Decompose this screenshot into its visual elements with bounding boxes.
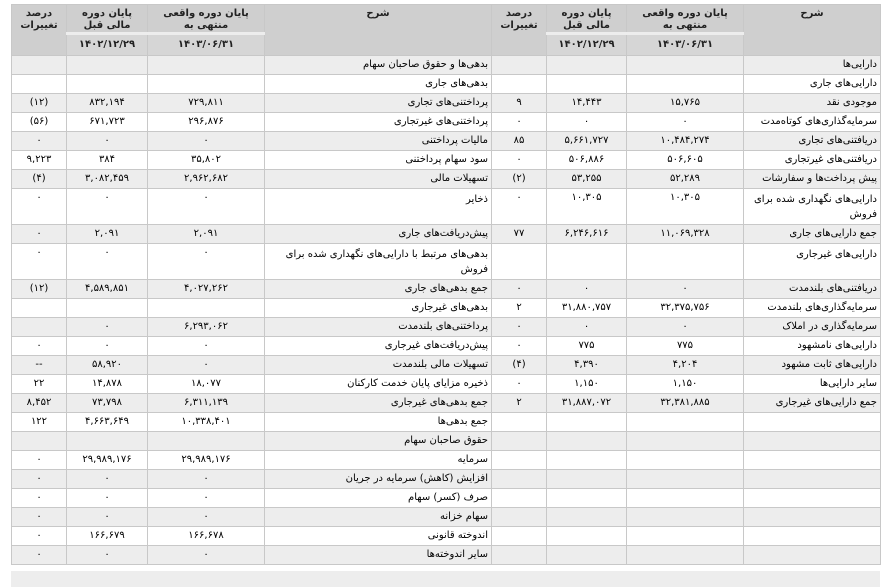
- asset-description: دریافتنی‌های تجاری: [744, 132, 881, 151]
- table-row: [12, 151, 881, 170]
- liability-current-value: ۱۸,۰۷۷: [148, 375, 265, 394]
- asset-change-percent: ۲: [492, 299, 547, 318]
- asset-change-percent: [492, 451, 547, 470]
- asset-change-percent: (۴): [492, 356, 547, 375]
- liability-change-percent: ۹,۲۲۳: [12, 151, 67, 170]
- table-row: [12, 470, 881, 489]
- asset-description: [744, 546, 881, 565]
- asset-description: [744, 508, 881, 527]
- asset-previous-value: ۵,۶۶۱,۷۲۷: [547, 132, 627, 151]
- liability-previous-value: ۸۳۲,۱۹۴: [67, 94, 148, 113]
- liability-previous-value: ۰: [67, 318, 148, 337]
- asset-previous-value: ۱۰,۳۰۵: [547, 189, 627, 225]
- asset-current-value: ۵۰۶,۶۰۵: [627, 151, 744, 170]
- table-row: [12, 394, 881, 413]
- asset-previous-value: [547, 451, 627, 470]
- asset-previous-value: ۳۱,۸۸۷,۰۷۲: [547, 394, 627, 413]
- liability-previous-value: [67, 299, 148, 318]
- asset-current-value: ۳۲,۳۷۵,۷۵۶: [627, 299, 744, 318]
- asset-change-percent: (۲): [492, 170, 547, 189]
- asset-current-value: ۰: [627, 113, 744, 132]
- asset-previous-value: ۵۰۶,۸۸۶: [547, 151, 627, 170]
- asset-previous-value: ۱,۱۵۰: [547, 375, 627, 394]
- asset-change-percent: ۲: [492, 394, 547, 413]
- table-row: [12, 280, 881, 299]
- asset-current-value: [627, 508, 744, 527]
- asset-description: دارایی‌های نگهداری شده برای فروش: [744, 189, 881, 225]
- liability-change-percent: ۰: [12, 546, 67, 565]
- table-row: [12, 94, 881, 113]
- liability-change-percent: [12, 56, 67, 75]
- liability-previous-value: ۳,۰۸۲,۴۵۹: [67, 170, 148, 189]
- asset-current-value: ۷۷۵: [627, 337, 744, 356]
- table-row: [12, 299, 881, 318]
- asset-current-value: ۱۰,۴۸۴,۲۷۴: [627, 132, 744, 151]
- asset-current-value: ۱۵,۷۶۵: [627, 94, 744, 113]
- liability-change-percent: [12, 318, 67, 337]
- asset-current-value: ۱,۱۵۰: [627, 375, 744, 394]
- table-row: [12, 318, 881, 337]
- assets-current-date: ۱۴۰۳/۰۶/۳۱: [627, 34, 744, 56]
- asset-change-percent: [492, 546, 547, 565]
- liability-previous-value: ۲,۰۹۱: [67, 225, 148, 244]
- liability-previous-value: ۴,۶۶۳,۶۴۹: [67, 413, 148, 432]
- table-row: [12, 546, 881, 565]
- asset-previous-value: [547, 546, 627, 565]
- table-row: [12, 356, 881, 375]
- liability-description: بدهی‌های غیرجاری: [265, 299, 492, 318]
- liability-change-percent: ۸,۴۵۲: [12, 394, 67, 413]
- asset-change-percent: [492, 489, 547, 508]
- asset-current-value: ۳۲,۳۸۱,۸۸۵: [627, 394, 744, 413]
- assets-description-header: شرح: [744, 5, 881, 56]
- asset-current-value: [627, 432, 744, 451]
- liability-description: جمع بدهی‌ها: [265, 413, 492, 432]
- asset-change-percent: ۸۵: [492, 132, 547, 151]
- asset-change-percent: [492, 75, 547, 94]
- asset-previous-value: [547, 413, 627, 432]
- liability-change-percent: --: [12, 356, 67, 375]
- liability-current-value: [148, 432, 265, 451]
- liability-current-value: ۰: [148, 489, 265, 508]
- liability-previous-value: ۴,۵۸۹,۸۵۱: [67, 280, 148, 299]
- liability-change-percent: ۱۲۲: [12, 413, 67, 432]
- liability-current-value: ۰: [148, 244, 265, 280]
- liability-previous-value: ۰: [67, 470, 148, 489]
- asset-description: دریافتنی‌های بلندمدت: [744, 280, 881, 299]
- liability-change-percent: (۱۲): [12, 94, 67, 113]
- liability-previous-value: [67, 75, 148, 94]
- liability-change-percent: [12, 75, 67, 94]
- assets-current-period-header: پایان دوره واقعی منتهی به: [627, 5, 744, 34]
- asset-previous-value: [547, 56, 627, 75]
- asset-current-value: ۱۰,۳۰۵: [627, 189, 744, 225]
- liability-previous-value: ۰: [67, 132, 148, 151]
- liability-current-value: [148, 299, 265, 318]
- liability-change-percent: ۰: [12, 451, 67, 470]
- table-row: [12, 508, 881, 527]
- asset-description: دارایی‌های ثابت مشهود: [744, 356, 881, 375]
- liability-change-percent: ۰: [12, 225, 67, 244]
- liability-description: بدهی‌های مرتبط با دارایی‌های نگهداری شده برای فروش: [265, 244, 492, 280]
- liability-current-value: ۶,۳۱۱,۱۳۹: [148, 394, 265, 413]
- liability-previous-value: ۰: [67, 244, 148, 280]
- asset-current-value: [627, 244, 744, 280]
- liability-current-value: ۲۹۶,۸۷۶: [148, 113, 265, 132]
- liability-description: بدهی‌های جاری: [265, 75, 492, 94]
- liability-previous-value: ۱۶۶,۶۷۹: [67, 527, 148, 546]
- asset-previous-value: ۱۴,۴۴۳: [547, 94, 627, 113]
- asset-description: دریافتنی‌های غیرتجاری: [744, 151, 881, 170]
- liability-current-value: ۲,۹۶۲,۶۸۲: [148, 170, 265, 189]
- liability-previous-value: [67, 56, 148, 75]
- liability-description: اندوخته قانونی: [265, 527, 492, 546]
- asset-description: جمع دارایی‌های غیرجاری: [744, 394, 881, 413]
- asset-description: سرمایه‌گذاری در املاک: [744, 318, 881, 337]
- liability-change-percent: (۵۶): [12, 113, 67, 132]
- table-row: [12, 56, 881, 75]
- liability-previous-value: ۷۳,۷۹۸: [67, 394, 148, 413]
- liability-previous-value: ۰: [67, 489, 148, 508]
- liability-description: صرف (کسر) سهام: [265, 489, 492, 508]
- asset-previous-value: [547, 489, 627, 508]
- asset-previous-value: ۴,۳۹۰: [547, 356, 627, 375]
- liability-previous-value: ۳۸۴: [67, 151, 148, 170]
- liability-change-percent: ۰: [12, 132, 67, 151]
- asset-previous-value: ۶,۲۴۶,۶۱۶: [547, 225, 627, 244]
- liability-description: پیش‌دریافت‌های جاری: [265, 225, 492, 244]
- liabilities-current-date: ۱۴۰۳/۰۶/۳۱: [148, 34, 265, 56]
- table-row: [12, 113, 881, 132]
- liability-current-value: ۶,۲۹۳,۰۶۲: [148, 318, 265, 337]
- asset-previous-value: ۰: [547, 113, 627, 132]
- asset-previous-value: [547, 470, 627, 489]
- asset-previous-value: [547, 527, 627, 546]
- asset-previous-value: [547, 508, 627, 527]
- liability-previous-value: ۶۷۱,۷۲۳: [67, 113, 148, 132]
- asset-change-percent: ۰: [492, 151, 547, 170]
- asset-change-percent: ۰: [492, 318, 547, 337]
- liability-change-percent: (۱۲): [12, 280, 67, 299]
- liability-current-value: ۱۰,۳۳۸,۴۰۱: [148, 413, 265, 432]
- asset-description: دارایی‌های نامشهود: [744, 337, 881, 356]
- liability-description: بدهی‌ها و حقوق صاحبان سهام: [265, 56, 492, 75]
- asset-description: سایر دارایی‌ها: [744, 375, 881, 394]
- liability-change-percent: (۴): [12, 170, 67, 189]
- liability-previous-value: ۱۴,۸۷۸: [67, 375, 148, 394]
- asset-description: [744, 470, 881, 489]
- liability-description: ذخایر: [265, 189, 492, 225]
- liability-previous-value: ۰: [67, 337, 148, 356]
- liability-change-percent: [12, 299, 67, 318]
- asset-description: دارایی‌های غیرجاری: [744, 244, 881, 280]
- liability-current-value: ۴,۰۲۷,۲۶۲: [148, 280, 265, 299]
- asset-change-percent: ۰: [492, 113, 547, 132]
- liability-current-value: ۰: [148, 508, 265, 527]
- liability-description: ذخیره مزایای پایان خدمت کارکنان: [265, 375, 492, 394]
- liability-previous-value: ۰: [67, 189, 148, 225]
- table-row: [12, 451, 881, 470]
- asset-change-percent: [492, 56, 547, 75]
- balance-sheet: [11, 4, 880, 565]
- asset-change-percent: ۰: [492, 375, 547, 394]
- asset-description: جمع دارایی‌های جاری: [744, 225, 881, 244]
- liability-description: سرمایه: [265, 451, 492, 470]
- table-row: [12, 75, 881, 94]
- liabilities-change-header: درصد تغییرات: [12, 5, 67, 56]
- liability-current-value: ۰: [148, 337, 265, 356]
- asset-description: دارایی‌های جاری: [744, 75, 881, 94]
- asset-description: [744, 489, 881, 508]
- table-row: [12, 189, 881, 225]
- liability-description: پرداختنی‌های تجاری: [265, 94, 492, 113]
- table-row: [12, 489, 881, 508]
- asset-change-percent: ۰: [492, 280, 547, 299]
- liability-description: پیش‌دریافت‌های غیرجاری: [265, 337, 492, 356]
- asset-previous-value: ۰: [547, 280, 627, 299]
- asset-previous-value: ۳۱,۸۸۰,۷۵۷: [547, 299, 627, 318]
- asset-current-value: ۵۲,۲۸۹: [627, 170, 744, 189]
- liability-description: مالیات پرداختنی: [265, 132, 492, 151]
- asset-previous-value: [547, 75, 627, 94]
- assets-change-header: درصد تغییرات: [492, 5, 547, 56]
- liabilities-current-period-header: پایان دوره واقعی منتهی به: [148, 5, 265, 34]
- asset-previous-value: ۷۷۵: [547, 337, 627, 356]
- asset-current-value: [627, 75, 744, 94]
- table-row: [12, 527, 881, 546]
- liability-description: پرداختنی‌های غیرتجاری: [265, 113, 492, 132]
- liability-change-percent: ۰: [12, 489, 67, 508]
- liability-previous-value: [67, 432, 148, 451]
- asset-change-percent: ۰: [492, 337, 547, 356]
- asset-current-value: [627, 546, 744, 565]
- liability-change-percent: ۰: [12, 508, 67, 527]
- asset-change-percent: [492, 508, 547, 527]
- liability-description: حقوق صاحبان سهام: [265, 432, 492, 451]
- assets-previous-date: ۱۴۰۲/۱۲/۲۹: [547, 34, 627, 56]
- liability-current-value: ۱۶۶,۶۷۸: [148, 527, 265, 546]
- assets-previous-period-header: پایان دوره مالی قبل: [547, 5, 627, 34]
- table-row: [12, 375, 881, 394]
- asset-current-value: ۰: [627, 280, 744, 299]
- liability-description: سود سهام پرداختنی: [265, 151, 492, 170]
- asset-previous-value: [547, 244, 627, 280]
- asset-description: سرمایه‌گذاری‌های بلندمدت: [744, 299, 881, 318]
- liability-current-value: ۰: [148, 356, 265, 375]
- asset-description: [744, 527, 881, 546]
- liability-previous-value: ۰: [67, 546, 148, 565]
- liability-change-percent: ۰: [12, 470, 67, 489]
- asset-current-value: ۰: [627, 318, 744, 337]
- asset-description: دارایی‌ها: [744, 56, 881, 75]
- asset-change-percent: ۷۷: [492, 225, 547, 244]
- liability-previous-value: ۲۹,۹۸۹,۱۷۶: [67, 451, 148, 470]
- asset-change-percent: [492, 527, 547, 546]
- header-row: [12, 5, 881, 34]
- balance-sheet-table: [11, 4, 881, 565]
- table-body: [12, 56, 881, 565]
- liability-current-value: ۷۲۹,۸۱۱: [148, 94, 265, 113]
- table-row: [12, 170, 881, 189]
- liability-change-percent: ۲۲: [12, 375, 67, 394]
- liability-description: جمع بدهی‌های جاری: [265, 280, 492, 299]
- asset-current-value: ۴,۲۰۴: [627, 356, 744, 375]
- liability-description: سایر اندوخته‌ها: [265, 546, 492, 565]
- table-row: [12, 413, 881, 432]
- liability-description: تسهیلات مالی بلندمدت: [265, 356, 492, 375]
- asset-change-percent: [492, 244, 547, 280]
- asset-current-value: [627, 527, 744, 546]
- asset-current-value: [627, 470, 744, 489]
- liability-previous-value: ۵۸,۹۲۰: [67, 356, 148, 375]
- liability-current-value: ۲۹,۹۸۹,۱۷۶: [148, 451, 265, 470]
- liability-current-value: ۳۵,۸۰۲: [148, 151, 265, 170]
- liabilities-previous-date: ۱۴۰۲/۱۲/۲۹: [67, 34, 148, 56]
- asset-description: موجودی نقد: [744, 94, 881, 113]
- liability-current-value: ۰: [148, 546, 265, 565]
- liability-current-value: [148, 56, 265, 75]
- liability-change-percent: [12, 432, 67, 451]
- asset-change-percent: [492, 432, 547, 451]
- table-row: [12, 244, 881, 280]
- liability-current-value: [148, 75, 265, 94]
- liability-description: افزایش (کاهش) سرمایه در جریان: [265, 470, 492, 489]
- asset-previous-value: ۵۳,۲۵۵: [547, 170, 627, 189]
- asset-description: [744, 432, 881, 451]
- liability-previous-value: ۰: [67, 508, 148, 527]
- asset-change-percent: ۰: [492, 189, 547, 225]
- liability-description: تسهیلات مالی: [265, 170, 492, 189]
- asset-description: [744, 451, 881, 470]
- liability-change-percent: ۰: [12, 244, 67, 280]
- asset-change-percent: [492, 413, 547, 432]
- liability-description: سهام خزانه: [265, 508, 492, 527]
- asset-change-percent: ۹: [492, 94, 547, 113]
- asset-description: پیش پرداخت‌ها و سفارشات: [744, 170, 881, 189]
- liabilities-description-header: شرح: [265, 5, 492, 56]
- table-footer-bar: [11, 571, 880, 587]
- liability-current-value: ۰: [148, 132, 265, 151]
- table-row: [12, 132, 881, 151]
- liability-change-percent: ۰: [12, 527, 67, 546]
- liabilities-previous-period-header: پایان دوره مالی قبل: [67, 5, 148, 34]
- asset-previous-value: [547, 432, 627, 451]
- asset-current-value: [627, 413, 744, 432]
- asset-previous-value: ۰: [547, 318, 627, 337]
- liability-description: جمع بدهی‌های غیرجاری: [265, 394, 492, 413]
- asset-description: سرمایه‌گذاری‌های کوتاه‌مدت: [744, 113, 881, 132]
- asset-current-value: ۱۱,۰۶۹,۳۲۸: [627, 225, 744, 244]
- liability-current-value: ۰: [148, 470, 265, 489]
- asset-current-value: [627, 451, 744, 470]
- asset-change-percent: [492, 470, 547, 489]
- asset-description: [744, 413, 881, 432]
- table-row: [12, 432, 881, 451]
- liability-change-percent: ۰: [12, 189, 67, 225]
- asset-current-value: [627, 56, 744, 75]
- liability-current-value: ۲,۰۹۱: [148, 225, 265, 244]
- asset-current-value: [627, 489, 744, 508]
- liability-change-percent: ۰: [12, 337, 67, 356]
- liability-current-value: ۰: [148, 189, 265, 225]
- table-row: [12, 225, 881, 244]
- table-row: [12, 337, 881, 356]
- liability-description: پرداختنی‌های بلندمدت: [265, 318, 492, 337]
